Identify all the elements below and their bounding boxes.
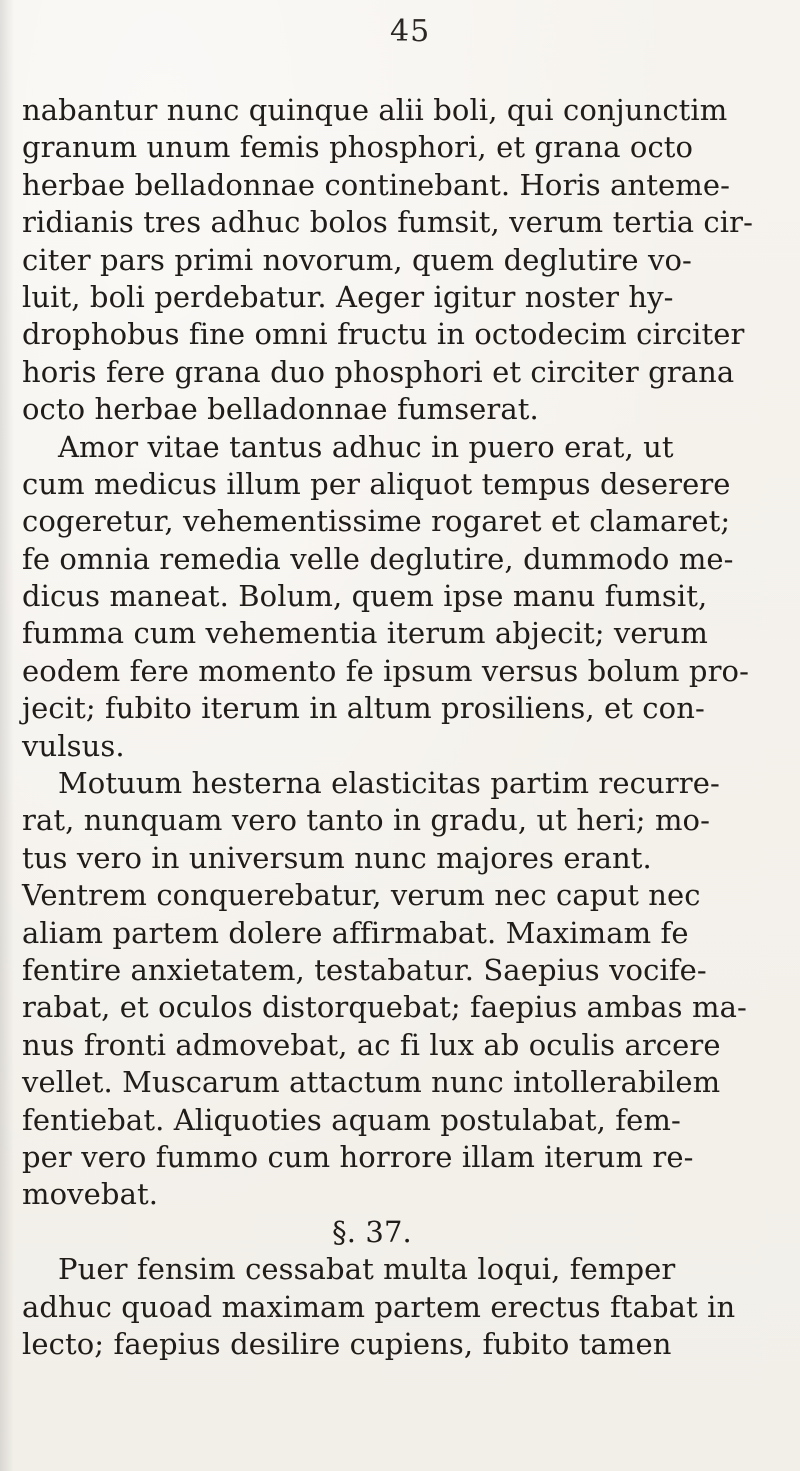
text-line: nus fronti admovebat, ac fi lux ab oculis arcere bbox=[22, 1027, 721, 1062]
text-line: lecto; faepius desilire cupiens, fubito tamen bbox=[22, 1326, 672, 1361]
text-line: jecit; fubito iterum in altum prosiliens, et con- bbox=[22, 691, 705, 726]
text-line: eodem fere momento fe ipsum versus bolum pro- bbox=[22, 653, 750, 688]
text-line: dicus maneat. Bolum, quem ipse manu fumsit, bbox=[22, 579, 708, 614]
section-heading: §. 37. bbox=[332, 1214, 412, 1249]
text-line: citer pars primi novorum, quem deglutire vo- bbox=[22, 242, 692, 277]
text-line: vellet. Muscarum attactum nunc intollerabilem bbox=[22, 1065, 721, 1100]
text-line: movebat. bbox=[22, 1177, 159, 1212]
text-line: adhuc quoad maximam partem erectus ftabat in bbox=[22, 1289, 736, 1324]
text-line: rat, nunquam vero tanto in gradu, ut heri; mo- bbox=[22, 803, 710, 838]
text-line: fentire anxietatem, testabatur. Saepius vocife- bbox=[22, 952, 707, 987]
text-line: fumma cum vehementia iterum abjecit; verum bbox=[22, 616, 709, 651]
text-line: fentiebat. Aliquoties aquam postulabat, fem- bbox=[22, 1102, 681, 1137]
text-line: herbae belladonnae continebant. Horis anteme- bbox=[22, 167, 731, 202]
text-line: nabantur nunc quinque alii boli, qui conjunctim bbox=[22, 93, 728, 127]
body-text bbox=[22, 92, 762, 1363]
text-line: granum unum femis phosphori, et grana octo bbox=[22, 130, 694, 165]
text-line: cogeretur, vehementissime rogaret et clamaret; bbox=[22, 504, 731, 539]
text-line: cum medicus illum per aliquot tempus deserere bbox=[22, 466, 731, 501]
text-line: Ventrem conquerebatur, verum nec caput nec bbox=[22, 878, 701, 913]
text-line: aliam partem dolere affirmabat. Maximam fe bbox=[22, 915, 689, 950]
page-number: 45 bbox=[390, 14, 431, 49]
text-line: vulsus. bbox=[22, 728, 125, 763]
text-line: Puer fensim cessabat multa loqui, femper bbox=[58, 1252, 676, 1287]
text-line: fe omnia remedia velle deglutire, dummodo me- bbox=[22, 541, 734, 576]
text-line: per vero fummo cum horrore illam iterum re- bbox=[22, 1139, 694, 1174]
text-line: drophobus fine omni fructu in octodecim circiter bbox=[22, 317, 745, 352]
text-line: rabat, et oculos distorquebat; faepius ambas ma- bbox=[22, 990, 747, 1025]
text-line: horis fere grana duo phosphori et circiter grana bbox=[22, 354, 735, 389]
text-line: tus vero in universum nunc majores erant. bbox=[22, 840, 652, 875]
gutter-shadow bbox=[0, 0, 14, 1471]
text-line: luit, boli perdebatur. Aeger igitur noster hy- bbox=[22, 279, 674, 314]
text-line: Amor vitae tantus adhuc in puero erat, ut bbox=[58, 429, 674, 464]
text-line: Motuum hesterna elasticitas partim recurre- bbox=[58, 766, 720, 801]
text-line: octo herbae belladonnae fumserat. bbox=[22, 392, 539, 427]
text-line: ridianis tres adhuc bolos fumsit, verum tertia cir- bbox=[22, 205, 753, 240]
